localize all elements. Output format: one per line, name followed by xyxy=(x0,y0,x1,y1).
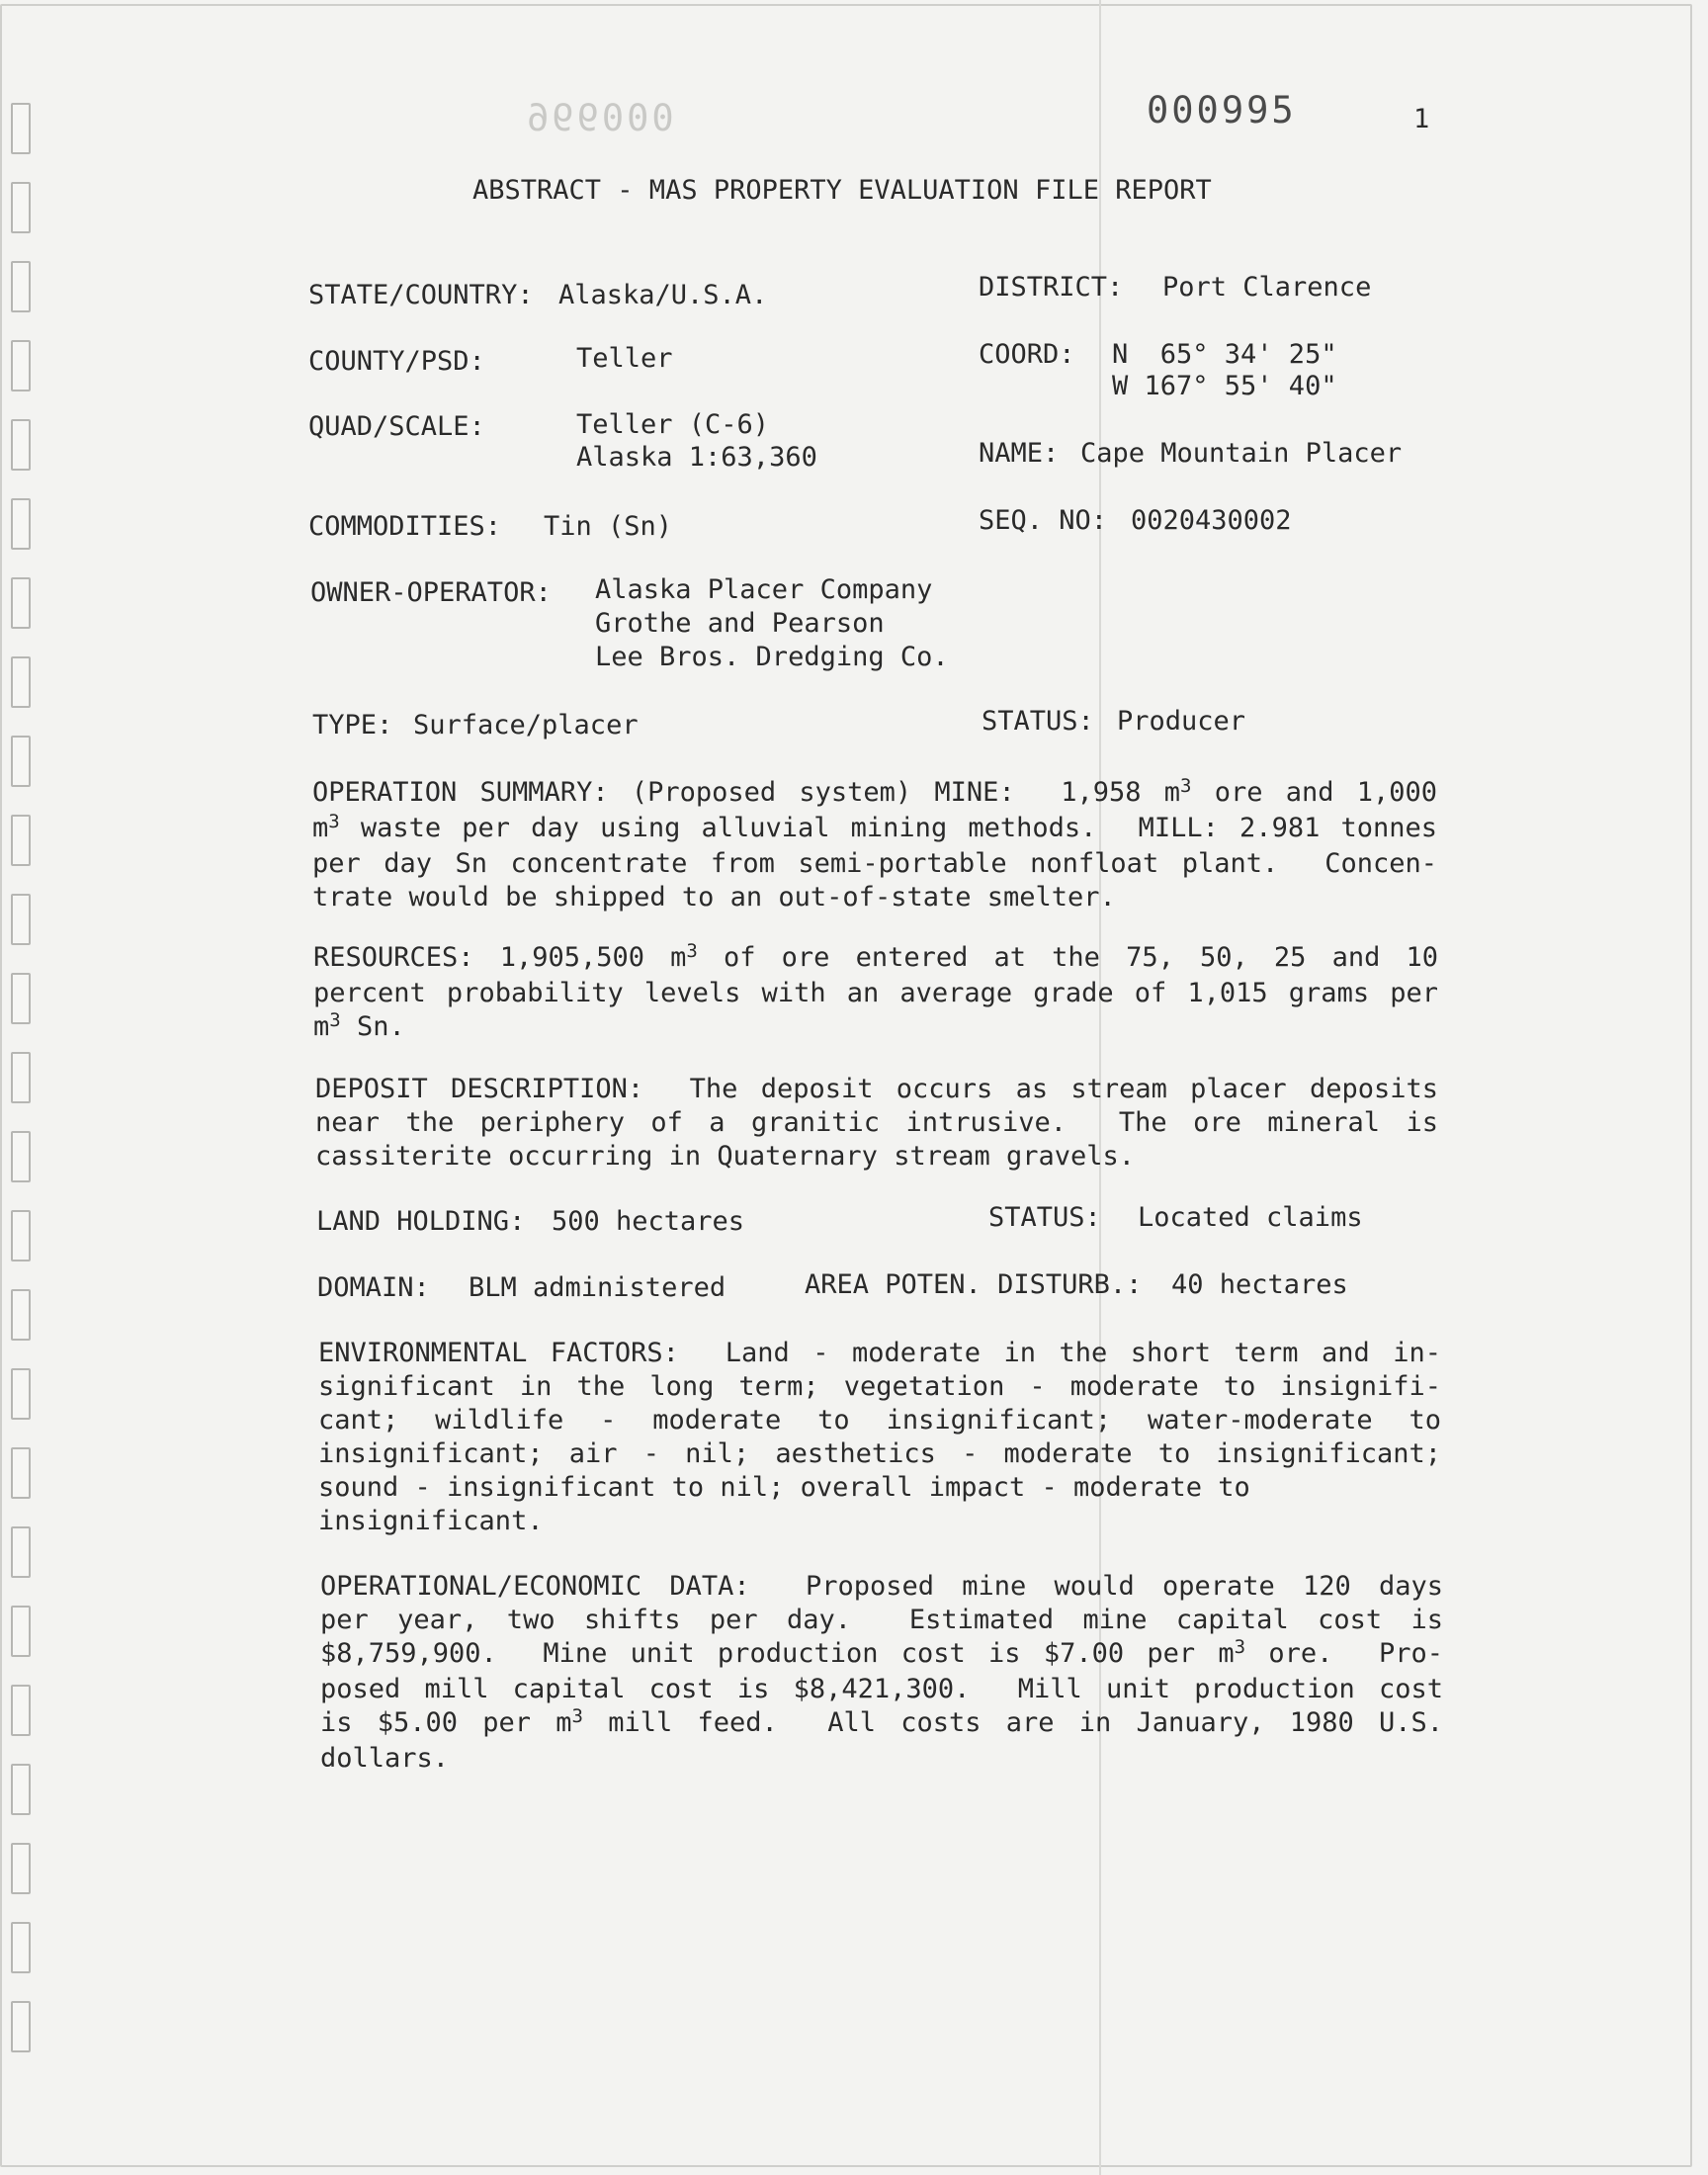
operational-economic-line: dollars. xyxy=(320,1743,450,1774)
type-value: Surface/placer xyxy=(413,710,639,740)
environmental-factors-line: significant in the long term; vegetation - moderate to insignifi- xyxy=(318,1371,1441,1402)
punch-hole xyxy=(11,340,31,392)
land-status-label: STATUS: xyxy=(988,1202,1101,1233)
county-label: COUNTY/PSD: xyxy=(308,346,485,377)
deposit-description xyxy=(315,1073,1438,1174)
operational-economic-line: is $5.00 per $m^3$ mill feed. All costs are in January, 1980 U.S. xyxy=(320,1705,1443,1738)
deposit-description-line: cassiterite occurring in Quaternary stream gravels. xyxy=(315,1141,1136,1172)
commodities-label: COMMODITIES: xyxy=(308,511,502,542)
operational-economic-line: $8,759,900. Mine unit production cost is $7.00 per $m^3$ ore. Pro- xyxy=(320,1636,1443,1669)
operational-economic-line: OPERATIONAL/ECONOMIC DATA: Proposed mine would operate 120 days xyxy=(320,1571,1443,1602)
punch-hole xyxy=(11,261,31,312)
land-holding-value: 500 hectares xyxy=(552,1206,745,1237)
punch-hole xyxy=(11,1843,31,1894)
page-number: 1 xyxy=(1413,104,1430,134)
quad-scale-label: QUAD/SCALE: xyxy=(308,411,485,442)
operation-summary xyxy=(312,776,1437,914)
status-value: Producer xyxy=(1117,706,1246,737)
punch-hole xyxy=(11,577,31,629)
operational-economic-line: per year, two shifts per day. Estimated mine capital cost is xyxy=(320,1605,1443,1635)
environmental-factors-line: sound - insignificant to nil; overall impact - moderate to xyxy=(318,1472,1250,1503)
environmental-factors xyxy=(318,1337,1441,1538)
state-country-label: STATE/COUNTRY: xyxy=(308,280,534,310)
resources xyxy=(313,941,1438,1046)
operation-summary-line: OPERATION SUMMARY: (Proposed system) MINE: 1,958 $m^3$ ore and 1,000 xyxy=(312,775,1437,808)
commodities-value: Tin (Sn) xyxy=(544,511,673,542)
land-holding-label: LAND HOLDING: xyxy=(316,1206,526,1237)
domain-label: DOMAIN: xyxy=(317,1272,430,1303)
status-label: STATUS: xyxy=(982,706,1094,737)
document-number-stamp: 000995 xyxy=(1147,89,1297,131)
deposit-description-line: DEPOSIT DESCRIPTION: The deposit occurs as stream placer deposits xyxy=(315,1074,1438,1104)
bleed-through-stamp: 000996 xyxy=(524,97,674,139)
name-label: NAME: xyxy=(979,438,1060,469)
punch-hole xyxy=(11,1131,31,1182)
punch-hole xyxy=(11,182,31,233)
punch-hole xyxy=(11,1368,31,1420)
punch-hole xyxy=(11,815,31,866)
deposit-description-line: near the periphery of a granitic intrusive. The ore mineral is xyxy=(315,1107,1438,1138)
state-country-value: Alaska/U.S.A. xyxy=(558,280,768,310)
owner-line-2: Grothe and Pearson xyxy=(595,608,885,639)
district-label: DISTRICT: xyxy=(979,272,1124,303)
punch-hole xyxy=(11,1922,31,1973)
area-disturb-label: AREA POTEN. DISTURB.: xyxy=(805,1269,1143,1300)
operational-economic-data xyxy=(320,1570,1443,1776)
punch-hole xyxy=(11,1052,31,1103)
punch-hole xyxy=(11,656,31,708)
quad-scale-line-1: Teller (C-6) xyxy=(576,409,770,440)
owner-line-1: Alaska Placer Company xyxy=(595,574,933,605)
punch-hole xyxy=(11,103,31,154)
owner-line-3: Lee Bros. Dredging Co. xyxy=(595,642,949,672)
resources-line: percent probability levels with an average grade of 1,015 grams per xyxy=(313,978,1438,1008)
punch-hole xyxy=(11,1210,31,1262)
resources-line: RESOURCES: 1,905,500 $m^3$ of ore entered at the 75, 50, 25 and 10 xyxy=(313,940,1438,973)
domain-value: BLM administered xyxy=(469,1272,726,1303)
punch-hole xyxy=(11,2001,31,2052)
environmental-factors-line: ENVIRONMENTAL FACTORS: Land - moderate in the short term and in- xyxy=(318,1338,1441,1368)
environmental-factors-line: cant; wildlife - moderate to insignificant; water-moderate to xyxy=(318,1405,1441,1436)
coord-label: COORD: xyxy=(979,339,1075,370)
punch-hole xyxy=(11,1447,31,1499)
operation-summary-line: trate would be shipped to an out-of-state smelter. xyxy=(312,882,1116,913)
punch-hole xyxy=(11,973,31,1024)
coord-latitude: N 65° 34' 25" xyxy=(1112,339,1337,370)
punch-hole xyxy=(11,419,31,471)
punch-hole xyxy=(11,1289,31,1341)
area-disturb-value: 40 hectares xyxy=(1171,1269,1348,1300)
name-value: Cape Mountain Placer xyxy=(1080,438,1403,469)
punch-hole xyxy=(11,736,31,787)
punch-hole xyxy=(11,498,31,550)
owner-operator-label: OWNER-OPERATOR: xyxy=(310,577,552,608)
type-label: TYPE: xyxy=(312,710,393,740)
seq-no-value: 0020430002 xyxy=(1131,505,1292,536)
land-status-value: Located claims xyxy=(1138,1202,1363,1233)
punch-hole xyxy=(11,894,31,945)
resources-line: $m^3$ Sn. xyxy=(313,1009,405,1042)
environmental-factors-line: insignificant; air - nil; aesthetics - moderate to insignificant; xyxy=(318,1438,1441,1469)
punch-hole xyxy=(11,1606,31,1657)
seq-no-label: SEQ. NO: xyxy=(979,505,1108,536)
coord-longitude: W 167° 55' 40" xyxy=(1112,371,1337,401)
operation-summary-line: per day Sn concentrate from semi-portable nonfloat plant. Concen- xyxy=(312,848,1437,879)
county-value: Teller xyxy=(576,343,673,374)
environmental-factors-line: insignificant. xyxy=(318,1506,544,1536)
report-title: ABSTRACT - MAS PROPERTY EVALUATION FILE REPORT xyxy=(472,175,1212,206)
operation-summary-line: $m^3$ waste per day using alluvial mining methods. MILL: 2.981 tonnes xyxy=(312,811,1437,843)
punch-hole xyxy=(11,1764,31,1815)
operational-economic-line: posed mill capital cost is $8,421,300. Mill unit production cost xyxy=(320,1674,1443,1704)
punch-hole xyxy=(11,1526,31,1578)
quad-scale-line-2: Alaska 1:63,360 xyxy=(576,442,817,473)
punch-hole xyxy=(11,1685,31,1736)
district-value: Port Clarence xyxy=(1162,272,1372,303)
